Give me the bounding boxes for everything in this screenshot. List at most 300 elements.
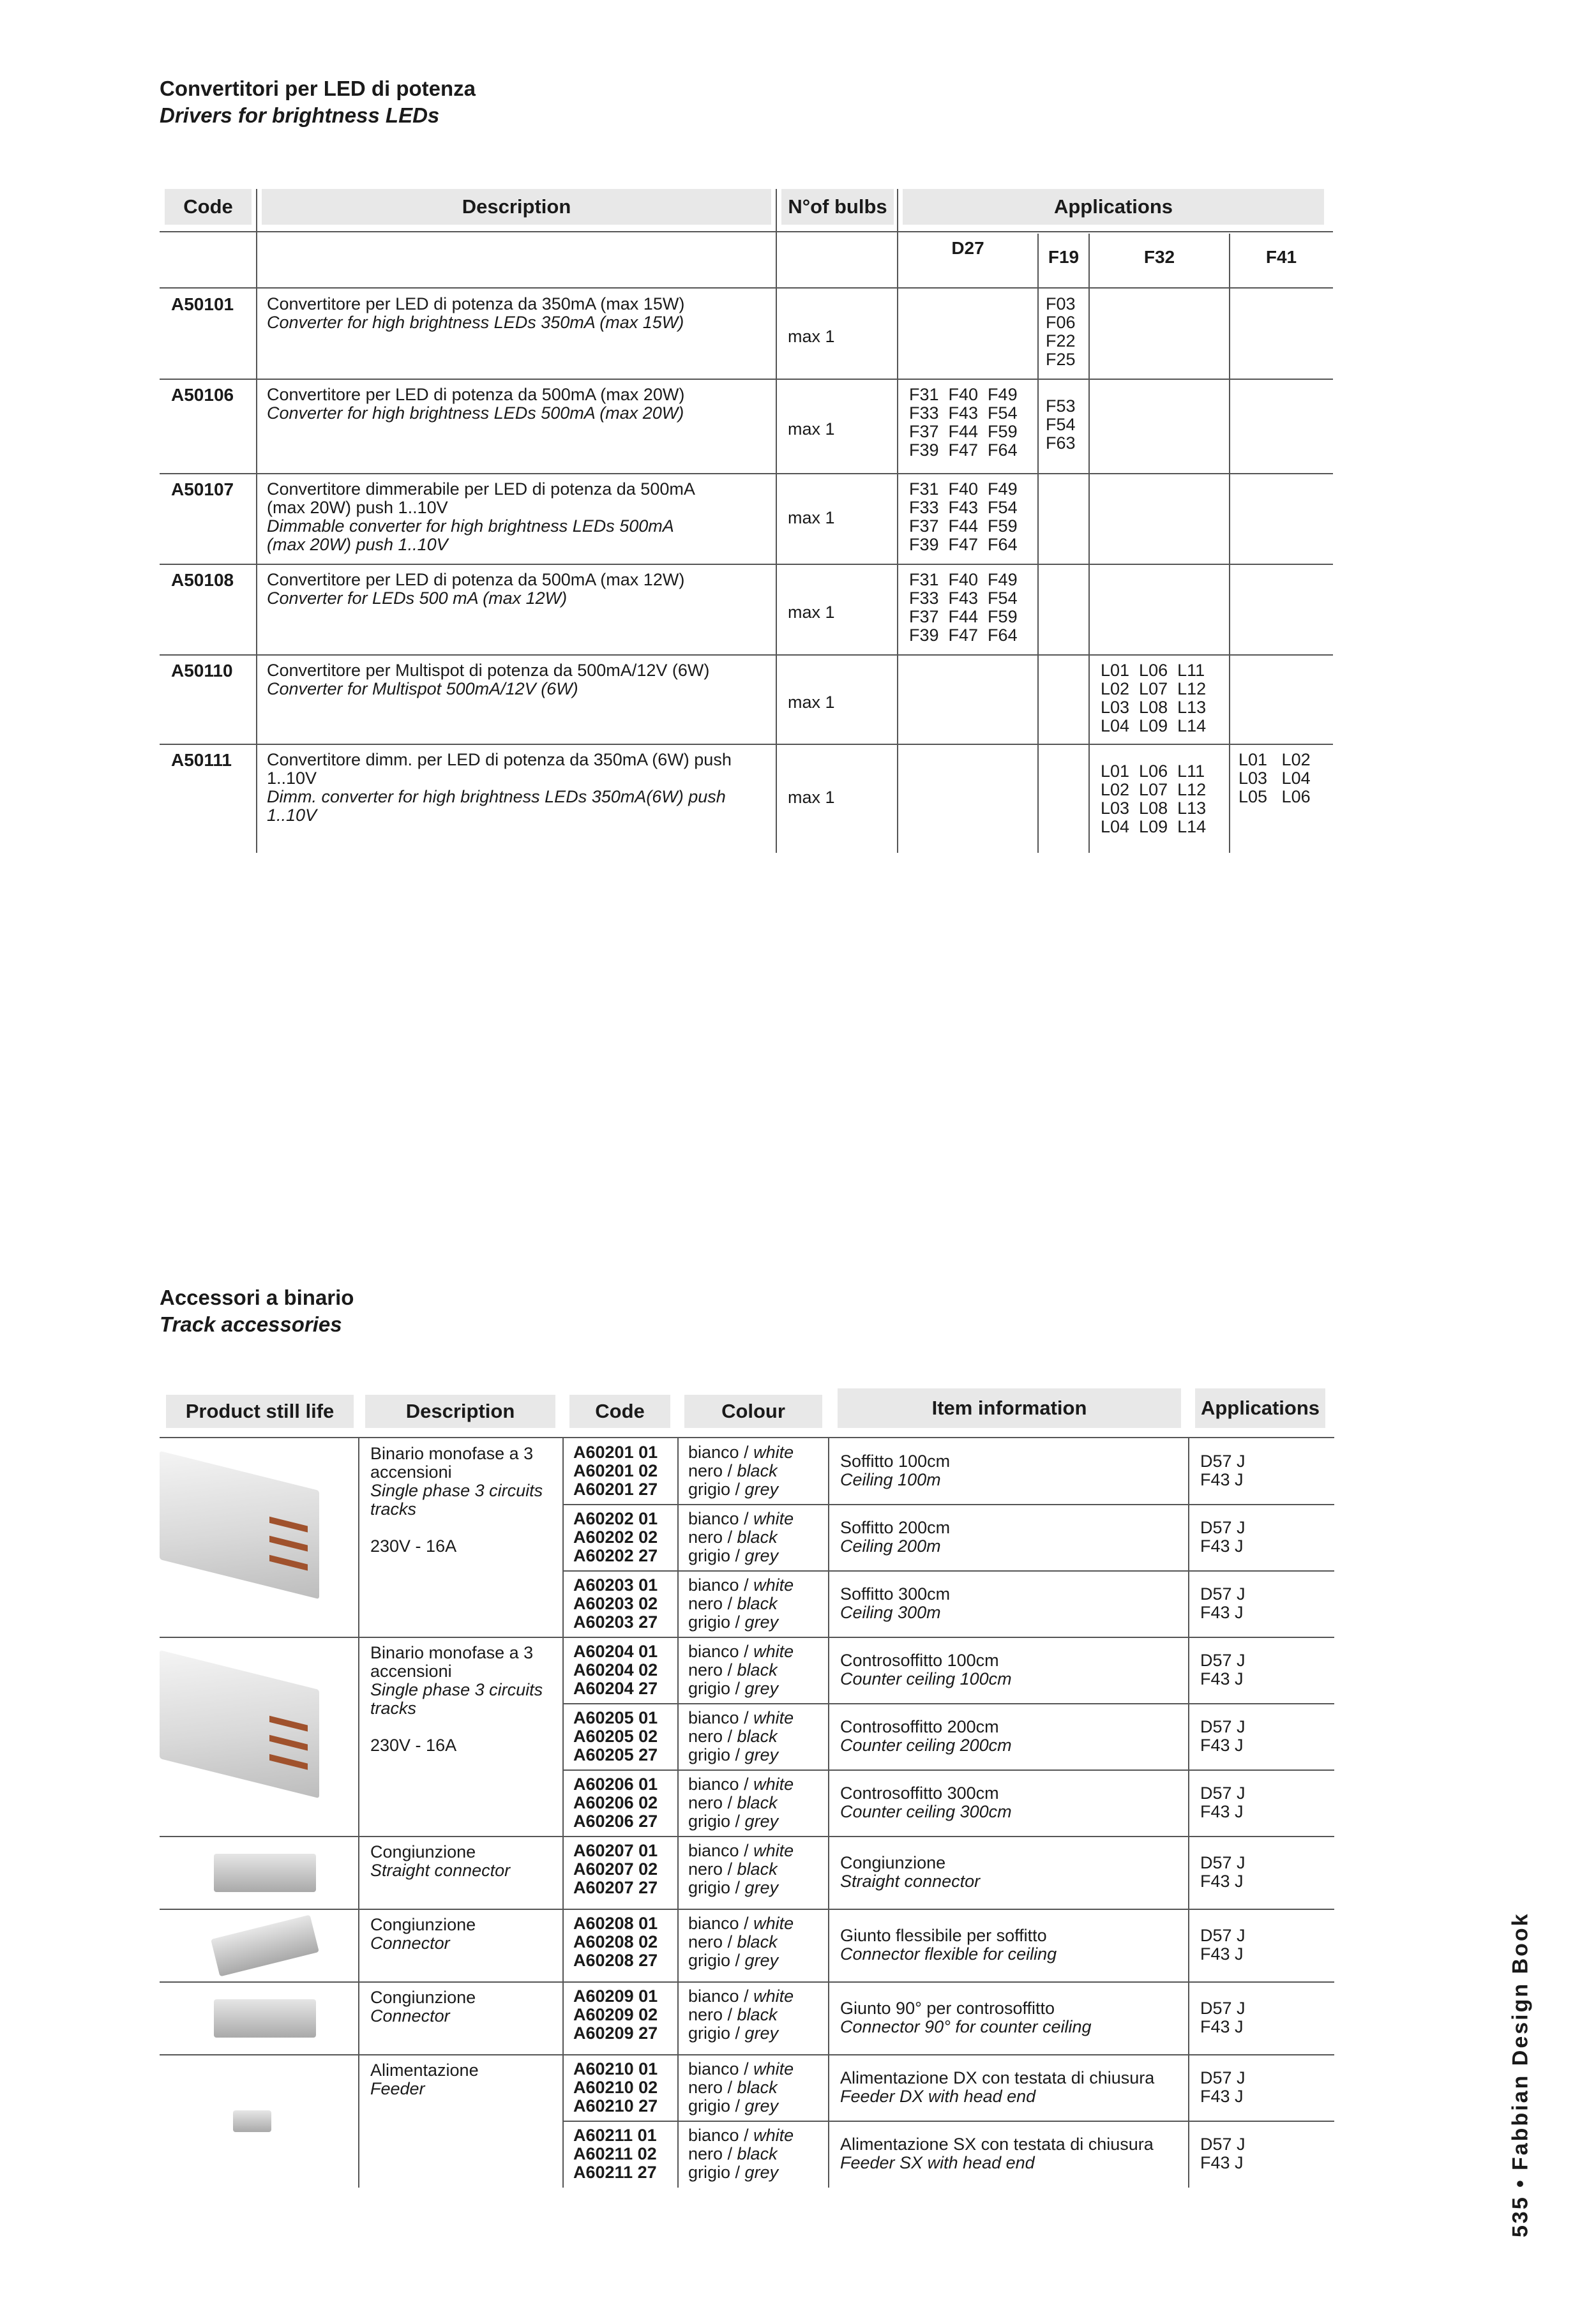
header-colour: Colour (684, 1395, 822, 1428)
group-description (370, 2061, 555, 2098)
table-row (160, 1982, 1334, 2055)
table-row (160, 2055, 1334, 2121)
group-description (370, 1644, 555, 1755)
colour-line (688, 1642, 794, 1661)
subheader-f41: F41 (1265, 247, 1297, 267)
group-description-en: Single phase 3 circuits tracks (370, 1481, 543, 1519)
colour-en: grey (744, 1878, 779, 1897)
footer-bullet: • (1508, 2177, 1533, 2188)
feeder-image (233, 2110, 271, 2132)
group-voltage: 230V - 16A (370, 1536, 457, 1556)
colour-line (688, 1576, 794, 1595)
colour-it: grigio / (688, 1812, 745, 1831)
info-it: Congiunzione (840, 1853, 946, 1872)
table-row (160, 1837, 1334, 1909)
item-applications (1200, 1651, 1246, 1688)
colour-en: white (753, 2126, 794, 2145)
table-rule (1188, 1438, 1189, 2188)
item-colours (688, 1987, 794, 2043)
item-colours (688, 1576, 794, 1632)
application-line: F43 J (1200, 1669, 1244, 1688)
section1-title-en: Drivers for brightness LEDs (160, 103, 440, 127)
product-description (267, 661, 765, 698)
colour-it: bianco / (688, 1914, 754, 1933)
colour-en: black (737, 1859, 778, 1879)
applications-f32 (1101, 661, 1206, 735)
application-line: D57 J (1200, 2068, 1246, 2087)
colour-it: bianco / (688, 1575, 754, 1595)
applications-d27 (909, 386, 1018, 460)
item-code: A60202 01 (573, 1509, 658, 1528)
item-codes (573, 1842, 658, 1897)
product-code: A50101 (171, 294, 234, 314)
item-colours (688, 1443, 794, 1499)
item-code: A60210 27 (573, 2096, 658, 2115)
description-en: Dimm. converter for high brightness LEDs 350mA(6W) push (267, 787, 726, 806)
item-codes (573, 1443, 658, 1499)
application-line: F43 J (1200, 1944, 1244, 1964)
header-description: Description (262, 189, 771, 225)
item-codes (573, 1775, 658, 1831)
description-it: Convertitore dimmerabile per LED di potenza da 500mA (267, 479, 695, 499)
application-line: D57 J (1200, 1853, 1246, 1872)
colour-line (688, 1661, 794, 1679)
application-line: F31 F40 F49 (909, 385, 1018, 404)
colour-line (688, 1914, 794, 1933)
application-line: L04 L09 L14 (1101, 716, 1207, 735)
description-en: (max 20W) push 1..10V (267, 535, 448, 554)
product-code: A50106 (171, 385, 234, 405)
colour-en: white (753, 1443, 794, 1462)
item-colours (688, 1775, 794, 1831)
colour-en: grey (744, 1951, 779, 1970)
application-line: F43 J (1200, 1536, 1244, 1556)
spacer (370, 1519, 555, 1537)
group-description-it: Binario monofase a 3 accensioni (370, 1444, 534, 1482)
product-code: A50110 (171, 661, 233, 680)
colour-en: grey (744, 1612, 779, 1632)
group-description-en: Single phase 3 circuits tracks (370, 1680, 543, 1718)
track-slot (269, 1517, 308, 1533)
application-line: F54 (1046, 415, 1076, 434)
colour-it: bianco / (688, 2126, 754, 2145)
application-line: D57 J (1200, 1717, 1246, 1736)
colour-it: grigio / (688, 1480, 745, 1499)
description-it: 1..10V (267, 769, 317, 788)
angle-connector-image (214, 1999, 316, 2038)
item-information (840, 1999, 1092, 2036)
colour-en: black (737, 2078, 778, 2097)
group-description-en: Connector (370, 2006, 450, 2025)
colour-en: grey (744, 1745, 779, 1764)
colour-line (688, 1547, 794, 1565)
section2-title-it: Accessori a binario (160, 1286, 354, 1309)
colour-it: nero / (688, 1859, 737, 1879)
colour-en: black (737, 1461, 778, 1480)
bulbs-value: max 1 (788, 327, 835, 346)
item-colours (688, 1510, 794, 1565)
table-rule (562, 1438, 564, 2188)
colour-line (688, 1746, 794, 1764)
colour-line (688, 2006, 794, 2024)
item-codes (573, 1709, 658, 1764)
colour-en: white (753, 1775, 794, 1794)
description-en: Dimmable converter for high brightness LEDs 500mA (267, 516, 674, 536)
application-line: F43 J (1200, 2017, 1244, 2036)
colour-en: black (737, 1932, 778, 1951)
applications-d27 (909, 480, 1018, 554)
application-line: F33 F43 F54 (909, 589, 1018, 608)
product-description (267, 386, 765, 423)
item-code: A60209 02 (573, 2005, 658, 2024)
table-row (160, 1704, 1334, 1770)
item-code: A60204 02 (573, 1660, 658, 1679)
application-line: L01 L06 L11 (1101, 661, 1205, 680)
colour-line (688, 1528, 794, 1547)
info-en: Counter ceiling 200cm (840, 1736, 1012, 1755)
item-code: A60205 02 (573, 1727, 658, 1746)
spacer (370, 1718, 555, 1736)
item-code: A60201 27 (573, 1480, 658, 1499)
item-codes (573, 2060, 658, 2115)
item-code: A60203 02 (573, 1594, 658, 1613)
colour-it: grigio / (688, 1878, 745, 1897)
application-line: F03 (1046, 294, 1076, 313)
application-line: F43 J (1200, 2153, 1244, 2172)
table-row (160, 1571, 1334, 1637)
item-code: A60202 27 (573, 1546, 658, 1565)
item-code: A60205 01 (573, 1708, 658, 1727)
header-applications: Applications (1195, 1388, 1325, 1428)
section1-title-it: Convertitori per LED di potenza (160, 77, 476, 100)
description-it: Convertitore dimm. per LED di potenza da 350mA (6W) push (267, 750, 732, 769)
colour-line (688, 1613, 794, 1632)
application-line: F06 (1046, 313, 1076, 332)
colour-en: black (737, 1727, 778, 1746)
info-en: Connector flexible for ceiling (840, 1944, 1057, 1964)
item-code: A60207 27 (573, 1878, 658, 1897)
item-code: A60204 27 (573, 1679, 658, 1698)
colour-it: grigio / (688, 2096, 745, 2115)
colour-line (688, 1443, 794, 1462)
table-row (160, 564, 1333, 655)
item-code: A60207 02 (573, 1859, 658, 1879)
item-colours (688, 1914, 794, 1970)
group-description-it: Alimentazione (370, 2061, 479, 2080)
item-code: A60206 27 (573, 1812, 658, 1831)
item-applications (1200, 1999, 1246, 2036)
info-en: Ceiling 300m (840, 1603, 941, 1622)
item-information (840, 1585, 950, 1622)
group-description (370, 1988, 555, 2025)
application-line: F53 (1046, 396, 1076, 416)
item-applications (1200, 2069, 1246, 2106)
item-information (840, 1854, 980, 1891)
application-line: F63 (1046, 433, 1076, 453)
applications-f32 (1101, 762, 1206, 836)
application-line: F43 J (1200, 2087, 1244, 2106)
info-it: Soffitto 200cm (840, 1518, 951, 1537)
table-row (160, 1909, 1334, 1982)
item-colours (688, 2126, 794, 2182)
item-information (840, 1718, 1012, 1755)
application-line: D57 J (1200, 1584, 1246, 1604)
item-applications (1200, 1784, 1246, 1821)
group-description-en: Straight connector (370, 1861, 511, 1880)
application-line: F37 F44 F59 (909, 516, 1018, 536)
application-line: D57 J (1200, 1452, 1246, 1471)
item-codes (573, 1510, 658, 1565)
item-applications (1200, 1585, 1246, 1622)
item-applications (1200, 1718, 1246, 1755)
colour-en: grey (744, 2024, 779, 2043)
header-bulbs: N°of bulbs (781, 189, 894, 225)
application-line: F39 F47 F64 (909, 535, 1018, 554)
item-applications (1200, 2135, 1246, 2172)
product-code: A50107 (171, 479, 234, 499)
item-code: A60201 01 (573, 1443, 658, 1462)
item-code: A60210 02 (573, 2078, 658, 2097)
item-colours (688, 1842, 794, 1897)
item-code: A60204 01 (573, 1642, 658, 1661)
info-en: Counter ceiling 300cm (840, 1802, 1012, 1821)
colour-line (688, 2163, 794, 2182)
application-line: L04 L09 L14 (1101, 817, 1207, 836)
group-description-it: Binario monofase a 3 accensioni (370, 1643, 534, 1681)
section2-title (160, 1284, 354, 1338)
colour-it: nero / (688, 2005, 737, 2024)
application-line: L03 L08 L13 (1101, 799, 1207, 818)
application-line: D57 J (1200, 1784, 1246, 1803)
application-line: L01 L02 (1238, 750, 1311, 769)
colour-it: bianco / (688, 1987, 754, 2006)
application-line: D57 J (1200, 2135, 1246, 2154)
colour-line (688, 1987, 794, 2006)
bulbs-value: max 1 (788, 788, 835, 807)
application-line: F33 F43 F54 (909, 403, 1018, 423)
track-slot (269, 1555, 308, 1571)
table-rule (1229, 234, 1230, 853)
group-description-en: Feeder (370, 2079, 425, 2098)
table-row (160, 379, 1333, 474)
info-it: Controsoffitto 300cm (840, 1784, 999, 1803)
description-it: Convertitore per LED di potenza da 500mA (max 12W) (267, 570, 685, 589)
info-it: Controsoffitto 100cm (840, 1651, 999, 1670)
colour-it: bianco / (688, 1775, 754, 1794)
item-code: A60201 02 (573, 1461, 658, 1480)
item-code: A60211 27 (573, 2163, 657, 2182)
colour-en: black (737, 2005, 778, 2024)
table-rule (358, 1438, 359, 2188)
application-line: F31 F40 F49 (909, 570, 1018, 589)
table-row (160, 2121, 1334, 2188)
item-codes (573, 2126, 657, 2182)
info-en: Connector 90° for counter ceiling (840, 2017, 1092, 2036)
colour-en: white (753, 1509, 794, 1528)
track-slot (269, 1536, 308, 1552)
product-code: A50108 (171, 570, 234, 590)
colour-it: grigio / (688, 2163, 745, 2182)
application-line: F37 F44 F59 (909, 607, 1018, 626)
colour-it: nero / (688, 1528, 737, 1547)
colour-it: nero / (688, 2078, 737, 2097)
application-line: F31 F40 F49 (909, 479, 1018, 499)
application-line: F22 (1046, 331, 1076, 350)
item-code: A60208 01 (573, 1914, 658, 1933)
colour-en: grey (744, 1812, 779, 1831)
colour-line (688, 2097, 794, 2115)
table-rule (897, 189, 898, 853)
applications-d27 (909, 571, 1018, 645)
book-title: Fabbian Design Book (1508, 1911, 1533, 2170)
section2-title-en: Track accessories (160, 1312, 342, 1336)
page-number: 535 (1508, 2195, 1533, 2238)
colour-it: nero / (688, 1793, 737, 1812)
colour-it: bianco / (688, 1841, 754, 1860)
colour-it: grigio / (688, 1612, 745, 1632)
track-slot (269, 1716, 308, 1732)
colour-line (688, 1480, 794, 1499)
colour-it: nero / (688, 1461, 737, 1480)
colour-line (688, 1595, 794, 1613)
application-line: D57 J (1200, 1999, 1246, 2018)
item-information (840, 2069, 1154, 2106)
bulbs-value: max 1 (788, 419, 835, 439)
item-codes (573, 1576, 658, 1632)
item-code: A60203 01 (573, 1575, 658, 1595)
product-description (267, 751, 765, 825)
item-code: A60208 02 (573, 1932, 658, 1951)
colour-en: white (753, 1642, 794, 1661)
table-rule (828, 1438, 829, 2188)
product-description (267, 571, 765, 608)
description-en: Converter for high brightness LEDs 350mA (max 15W) (267, 313, 684, 332)
group-description-it: Congiunzione (370, 1915, 476, 1934)
item-code: A60207 01 (573, 1841, 658, 1860)
colour-en: white (753, 1575, 794, 1595)
item-code: A60205 27 (573, 1745, 658, 1764)
colour-en: black (737, 1660, 778, 1679)
application-line: F37 F44 F59 (909, 422, 1018, 441)
item-code: A60211 01 (573, 2126, 657, 2145)
table-row (160, 744, 1333, 853)
description-en: Converter for Multispot 500mA/12V (6W) (267, 679, 578, 698)
table-rule (1088, 234, 1090, 853)
colour-line (688, 1462, 794, 1480)
colour-line (688, 2060, 794, 2078)
colour-line (688, 1812, 794, 1831)
colour-en: grey (744, 1546, 779, 1565)
item-code: A60209 01 (573, 1987, 658, 2006)
item-code: A60206 02 (573, 1793, 658, 1812)
colour-en: white (753, 2059, 794, 2078)
colour-en: white (753, 1708, 794, 1727)
colour-it: grigio / (688, 2024, 745, 2043)
colour-en: black (737, 2144, 778, 2163)
colour-it: bianco / (688, 2059, 754, 2078)
item-code: A60208 27 (573, 1951, 658, 1970)
applications-f19 (1046, 295, 1076, 369)
bulbs-value: max 1 (788, 508, 835, 527)
colour-it: grigio / (688, 1679, 745, 1698)
colour-en: black (737, 1594, 778, 1613)
item-codes (573, 1642, 658, 1698)
bulbs-value: max 1 (788, 603, 835, 622)
application-line: L03 L04 (1238, 769, 1311, 788)
straight-connector-image (214, 1854, 316, 1892)
info-it: Soffitto 100cm (840, 1452, 951, 1471)
application-line: F43 J (1200, 1470, 1244, 1489)
colour-line (688, 1951, 794, 1970)
item-colours (688, 1709, 794, 1764)
table-row (160, 474, 1333, 564)
group-description (370, 1916, 555, 1953)
application-line: F43 J (1200, 1802, 1244, 1821)
colour-line (688, 2078, 794, 2097)
application-line: L02 L07 L12 (1101, 679, 1207, 698)
colour-it: nero / (688, 1594, 737, 1613)
page-footer (1502, 1902, 1540, 2247)
info-it: Giunto 90° per controsoffitto (840, 1999, 1055, 2018)
table-rule (776, 189, 777, 853)
item-colours (688, 2060, 794, 2115)
item-code: A60209 27 (573, 2024, 658, 2043)
item-codes (573, 1987, 658, 2043)
colour-it: grigio / (688, 1951, 745, 1970)
table-row (160, 1637, 1334, 1704)
colour-en: grey (744, 1679, 779, 1698)
colour-line (688, 1794, 794, 1812)
item-information (840, 1784, 1012, 1821)
colour-line (688, 1842, 794, 1860)
item-code: A60211 02 (573, 2144, 657, 2163)
application-line: L03 L08 L13 (1101, 698, 1207, 717)
info-en: Ceiling 200m (840, 1536, 941, 1556)
subheader-f32: F32 (1143, 247, 1175, 267)
item-applications (1200, 1927, 1246, 1964)
colour-en: black (737, 1793, 778, 1812)
table-row (160, 289, 1333, 379)
colour-it: grigio / (688, 1745, 745, 1764)
colour-line (688, 1679, 794, 1698)
application-line: F25 (1046, 350, 1076, 369)
bulbs-value: max 1 (788, 693, 835, 712)
colour-en: white (753, 1987, 794, 2006)
group-description-en: Connector (370, 1934, 450, 1953)
colour-en: grey (744, 2163, 779, 2182)
application-line: F39 F47 F64 (909, 626, 1018, 645)
application-line: F33 F43 F54 (909, 498, 1018, 517)
colour-it: bianco / (688, 1642, 754, 1661)
item-information (840, 1927, 1057, 1964)
group-description (370, 1445, 555, 1556)
item-code: A60206 01 (573, 1775, 658, 1794)
colour-en: grey (744, 2096, 779, 2115)
application-line: D57 J (1200, 1651, 1246, 1670)
info-en: Counter ceiling 100cm (840, 1669, 1012, 1688)
item-code: A60203 27 (573, 1612, 658, 1632)
application-line: D57 J (1200, 1926, 1246, 1945)
item-information (840, 1651, 1012, 1688)
item-applications (1200, 1519, 1246, 1556)
info-it: Soffitto 300cm (840, 1584, 951, 1604)
info-it: Alimentazione SX con testata di chiusura (840, 2135, 1154, 2154)
description-en: Converter for LEDs 500 mA (max 12W) (267, 589, 568, 608)
table-row (160, 1438, 1334, 1505)
item-information (840, 2135, 1154, 2172)
track-slot (269, 1754, 308, 1770)
colour-en: black (737, 1528, 778, 1547)
